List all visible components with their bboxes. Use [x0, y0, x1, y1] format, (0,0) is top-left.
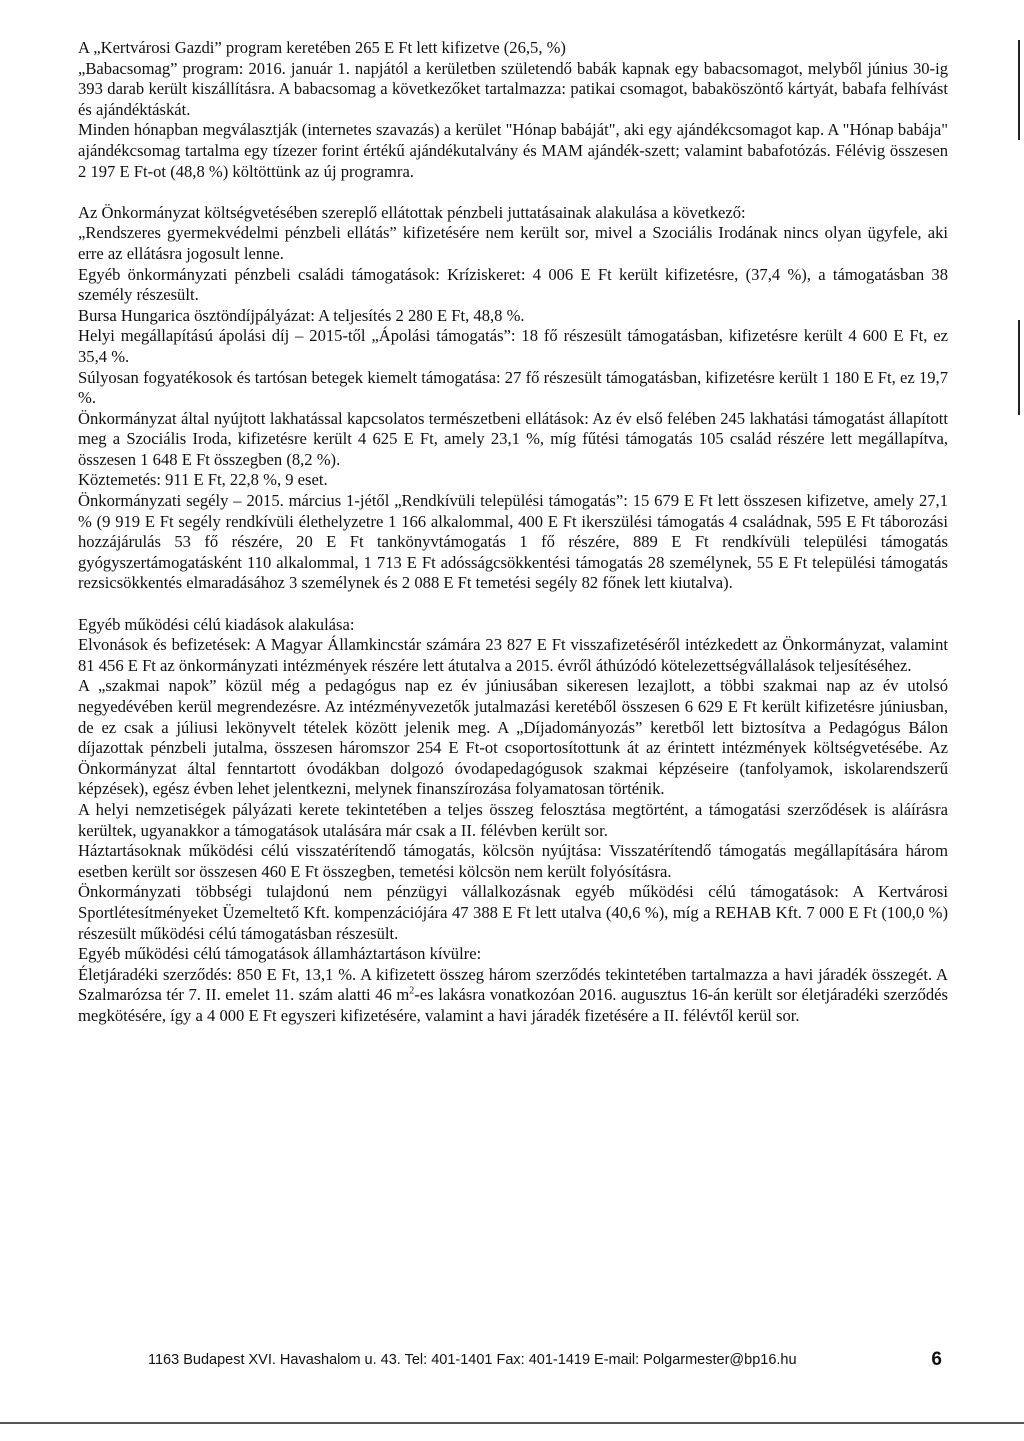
paragraph: Háztartásoknak működési célú visszatérítendő támogatás, kölcsön nyújtása: Visszatérítendő támogatás megállapítására három esetben került sor összesen 460 E Ft összegben, temetési kölcsön nem került folyósításra. — [78, 841, 948, 881]
paragraph: Helyi megállapítású ápolási díj – 2015-től „Ápolási támogatás”: 18 fő részesült támogatásban, kifizetésre került 4 600 E Ft, ez 35,4 %. — [78, 326, 948, 366]
paragraph: A „Kertvárosi Gazdi” program keretében 265 E Ft lett kifizetve (26,5, %) — [78, 38, 566, 57]
paragraph: Önkormányzati többségi tulajdonú nem pénzügyi vállalkozásnak egyéb működési célú támogatások: A Kertvárosi Sportlétesítményeket Üzemeltető Kft. kompenzációjára 47 388 E Ft lett utalva (40,6 %), míg a REHAB Kft. 7 000 E Ft (100,0 %) részesült működési célú támogatásban részesült. — [78, 882, 948, 943]
footer-address: 1163 Budapest XVI. Havashalom u. 43. Tel: 401-1401 Fax: 401-1419 E-mail: Polgarmester@bp16.hu — [148, 1352, 797, 1368]
section-kertvarosi-gazdi-babacsomag — [78, 38, 948, 182]
paragraph: „Babacsomag” program: 2016. január 1. napjától a kerületben születendő babák kapnak egy babacsomagot, melyből június 30-ig 393 darab került kiszállításra. A babacsomag a következőket tartalmazza: patikai csomagot, babaköszöntő kártyát, babafa felhívást és ajándéktáskát. — [78, 58, 948, 119]
text: Életjáradéki szerződés: 850 E Ft, 13,1 %. A kifizetett összeg három szerződés tekintetében tartalmazza a havi járadék összegét. A Szalmarózsa tér 7. II. emelet 11. szám alatti 46 m — [78, 964, 948, 1005]
text: -es lakásra vonatkozóan 2016. augusztus 16-án került sor életjáradéki szerződés megkötésére, így a 4 000 E Ft egyszeri kifizetésére, valamint a havi járadék fizetésére a II. félévtől kerül sor. — [78, 985, 948, 1025]
page-number: 6 — [931, 1349, 942, 1370]
scan-edge-line — [1018, 40, 1020, 140]
paragraph: A helyi nemzetiségek pályázati kerete tekintetében a teljes összeg felosztása megtörtént, a támogatási szerződések is aláírásra kerültek, ugyanakkor a támogatások utalására már csak a II. félévben került sor. — [78, 799, 948, 840]
paragraph: Köztemetés: 911 E Ft, 22,8 %, 9 eset. — [78, 470, 328, 490]
paragraph: Súlyosan fogyatékosok és tartósan betegek kiemelt támogatása: 27 fő részesült támogatásban, kifizetésre került 1 180 E Ft, ez 19,7 %. — [78, 367, 948, 408]
paragraph: Bursa Hungarica ösztöndíjpályázat: A teljesítés 2 280 E Ft, 48,8 %. — [78, 305, 525, 325]
paragraph: Egyéb működési célú kiadások alakulása: — [78, 614, 355, 634]
document-body — [78, 38, 948, 1027]
paragraph: Önkormányzati segély – 2015. március 1-jétől „Rendkívüli települési támogatás”: 15 679 E Ft lett összesen kifizetve, amely 27,1 % (9 919 E Ft segély rendkívüli élethelyzetre 1 166 alkalommal, 400 E Ft ikerszülési támogatás 4 családnak, 595 E Ft táborozási hozzájárulás 53 fő részére, 20 E Ft tankönyvtámogatás 1 fő részére, 889 E Ft rendkívüli települési támogatás gyógyszertámogatásként 110 alkalommal, 1 713 E Ft adósságcsökkentési támogatás 28 személynek, 55 E Ft települési támogatás rezsicsökkentés elmaradásához 3 személynek és 2 088 E Ft temetési segély 82 főnek lett kiutalva). — [78, 491, 948, 593]
paragraph: „Rendszeres gyermekvédelmi pénzbeli ellátás” kifizetésére nem került sor, mivel a Szociális Irodának nincs olyan ügyfele, aki erre az ellátásra jogosult lenne. — [78, 223, 948, 263]
paragraph: A „szakmai napok” közül még a pedagógus nap ez év júniusában sikeresen lezajlott, a többi szakmai nap az év utolsó negyedévében kerül megrendezésre. Az intézményvezetők jutalmazási keretéből összesen 6 629 E Ft került kifizetésre júniusban, de ez csak a júliusi lekönyvelt tételek között jelenik meg. A „Díjadományozás” keretből lett biztosítva a Pedagógus Bálon díjazottak pénzbeli jutalma, összesen háromszor 254 E Ft-ot csoportosítottunk át az érintett intézmények költségvetésébe. Az Önkormányzat által fenntartott óvodákban dolgozó óvodapedagógusok szakmai képzéseire (tanfolyamok, iskolarendszerű képzések), egész évben lehet jelentkezni, melynek finanszírozása folyamatosan történik. — [78, 676, 948, 799]
superscript: 2 — [409, 985, 415, 997]
paragraph: Önkormányzat által nyújtott lakhatással kapcsolatos természetbeni ellátások: Az év első felében 245 lakhatási támogatást állapított meg a Szociális Iroda, kifizetésre került 4 625 E Ft, amely 23,1 %, míg fűtési támogatás 105 család részére lett megállapítva, összesen 1 648 E Ft összegben (8,2 %). — [78, 408, 948, 469]
paragraph: Egyéb önkormányzati pénzbeli családi támogatások: Kríziskeret: 4 006 E Ft került kifizetésre, (37,4 %), a támogatásban 38 személy részesült. — [78, 264, 948, 305]
paragraph: Elvonások és befizetések: A Magyar Államkincstár számára 23 827 E Ft visszafizetéséről intézkedett az Önkormányzat, valamint 81 456 E Ft az önkormányzati intézmények részére lett átutalva a 2015. évről áthúzódó kötelezettségvállalások teljesítéséhez. — [78, 635, 948, 675]
paragraph: Egyéb működési célú támogatások államháztartáson kívülre: — [78, 944, 482, 964]
section-egyeb-mukodesi-kiadasok — [78, 615, 948, 1027]
section-penzbeli-juttatasok — [78, 203, 948, 594]
scan-bottom-line — [0, 1422, 1024, 1424]
scan-edge-line — [1018, 320, 1020, 415]
paragraph: Az Önkormányzat költségvetésében szereplő ellátottak pénzbeli juttatásainak alakulása a következő: — [78, 202, 746, 222]
paragraph-eletjaradek — [78, 965, 948, 1027]
paragraph: Minden hónapban megválasztják (internetes szavazás) a kerület "Hónap babáját", aki egy ajándékcsomagot kap. A "Hónap babája" ajándékcsomag tartalma egy tízezer forint értékű ajándékutalvány és MAM ajándék-szett; valamint babafotózás. Félévig összesen 2 197 E Ft-ot (48,8 %) költöttünk az új programra. — [78, 120, 948, 181]
